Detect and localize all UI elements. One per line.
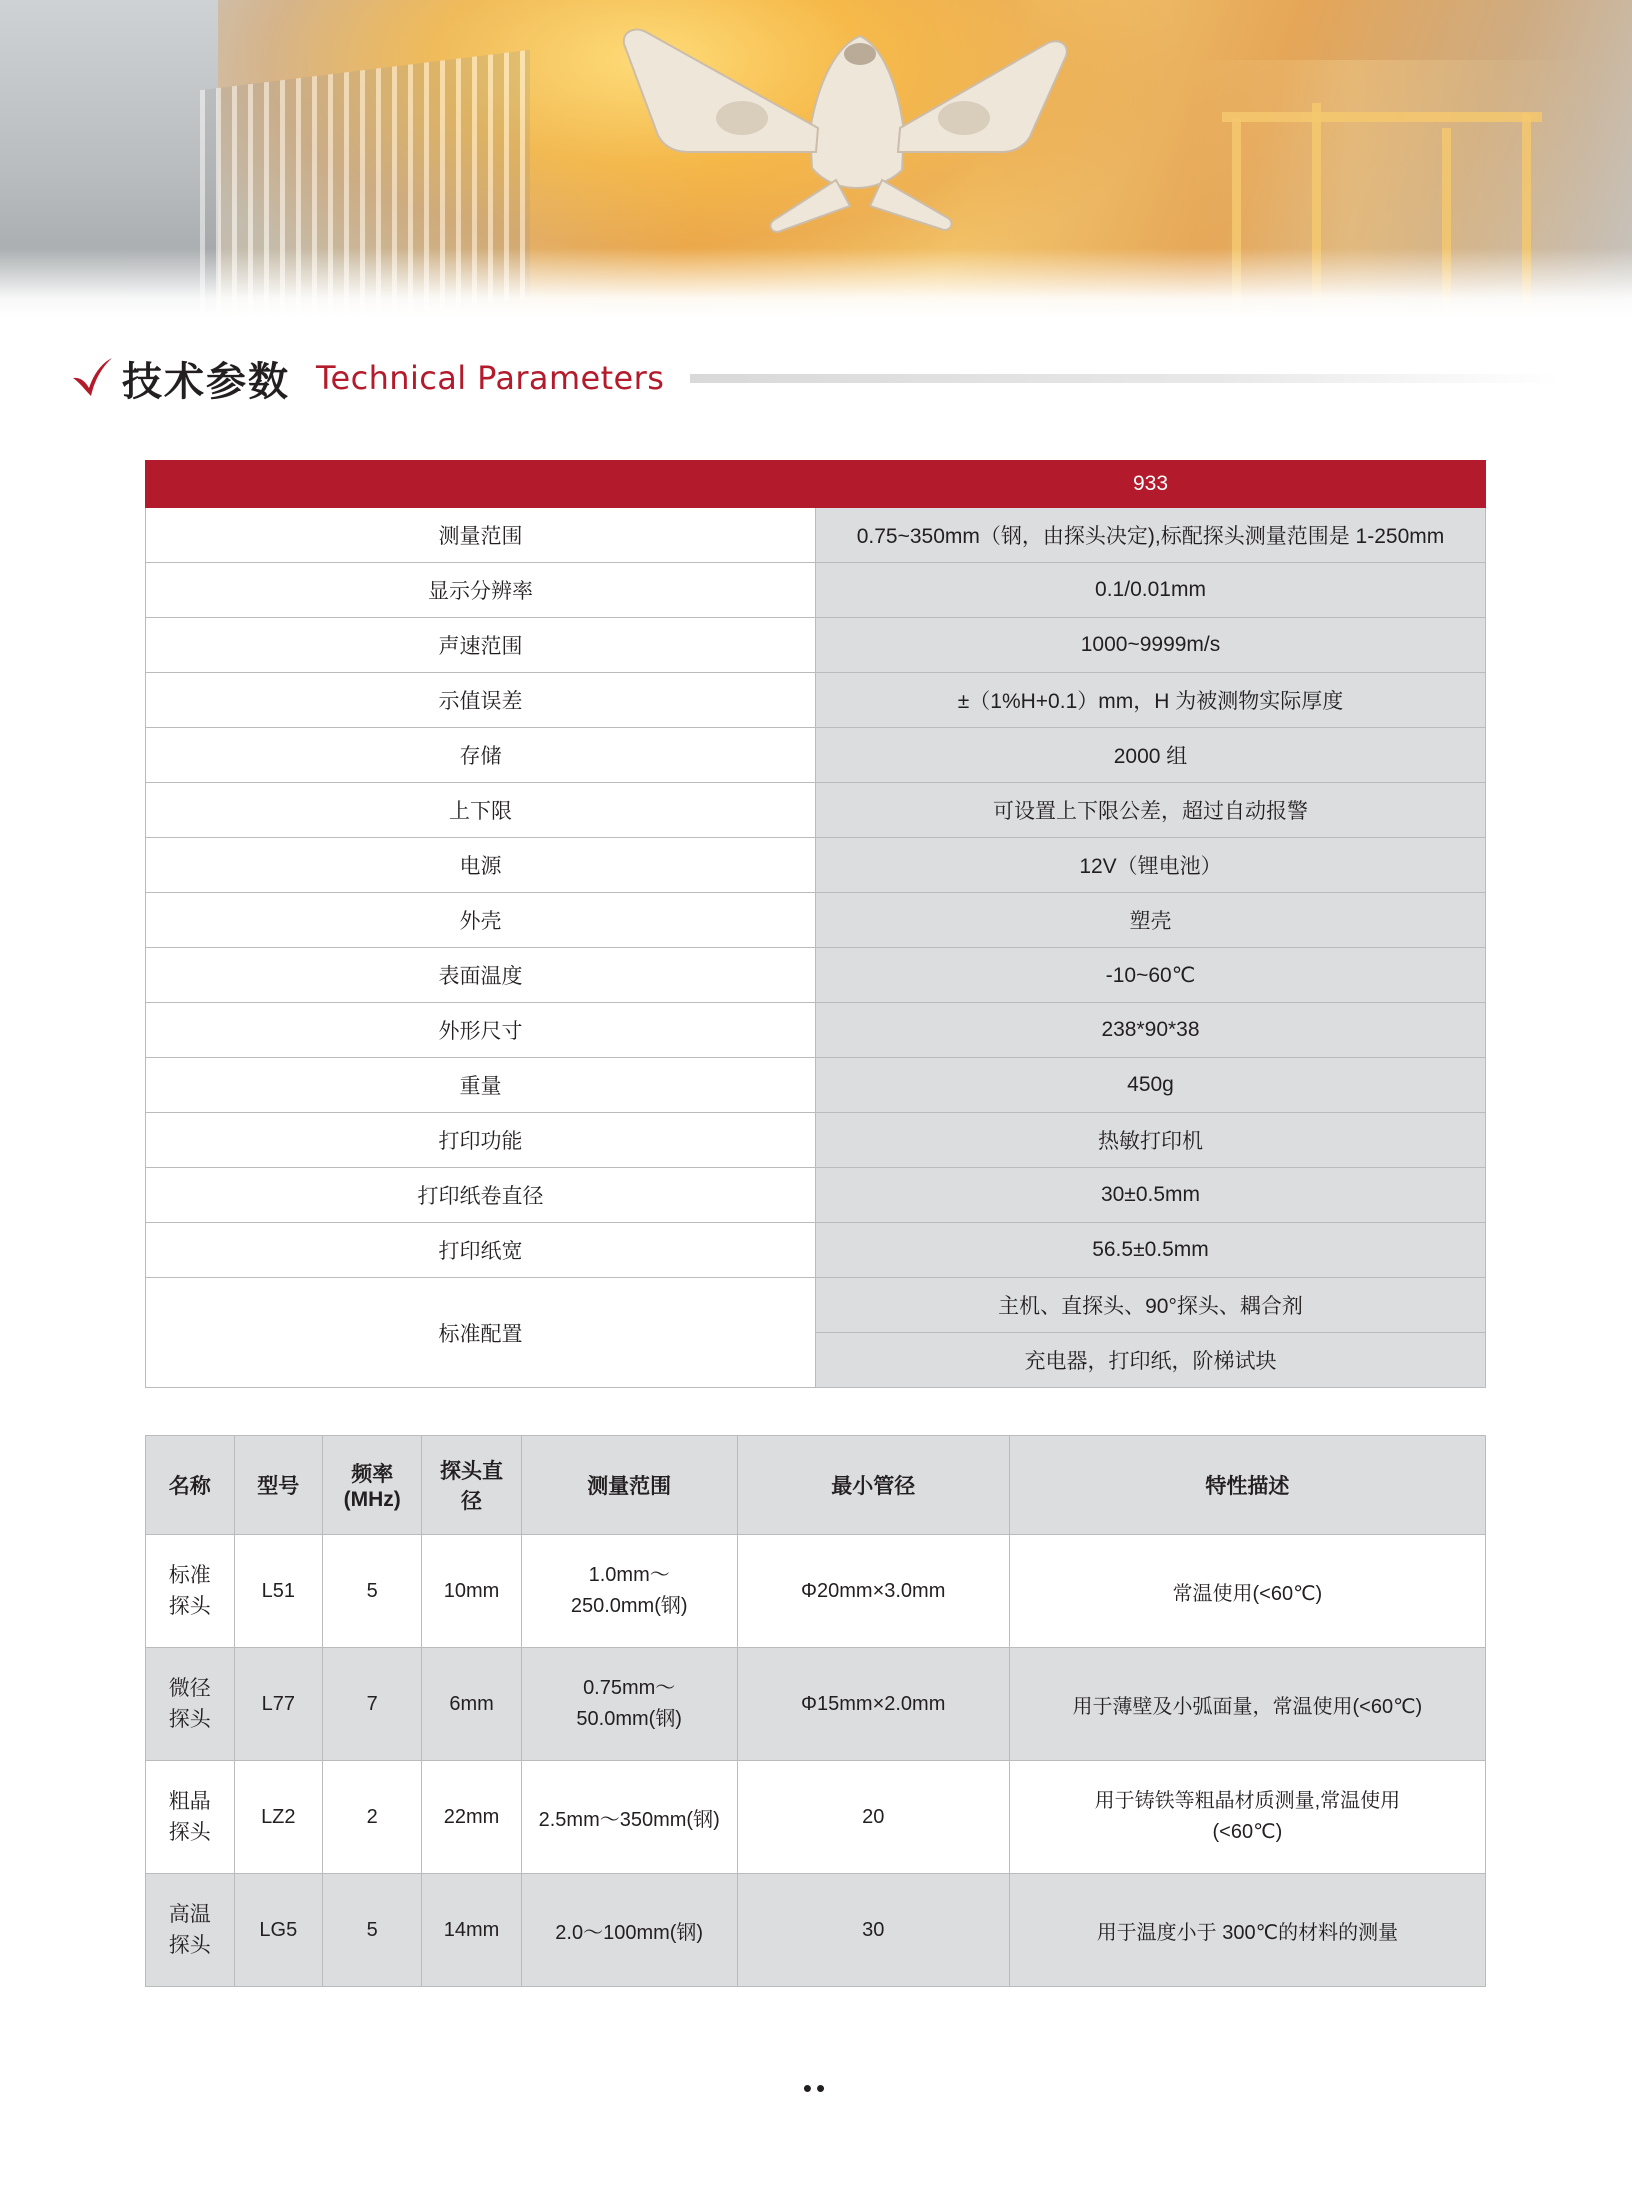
page-footer-dots: •• xyxy=(802,2073,830,2103)
probe-table xyxy=(145,1435,1486,1987)
table-row xyxy=(146,893,1486,948)
table-row xyxy=(146,1761,1486,1874)
probe-name-line1: 高温 xyxy=(168,1902,211,1926)
table-row xyxy=(146,673,1486,728)
probe-min-pipe: 20 xyxy=(737,1761,1009,1874)
probe-header-min-pipe: 最小管径 xyxy=(737,1436,1009,1535)
spec-label: 表面温度 xyxy=(146,948,816,1003)
spec-label: 打印纸宽 xyxy=(146,1223,816,1278)
spec-value: -10~60℃ xyxy=(816,948,1486,1003)
probe-name-line2: 探头 xyxy=(168,1595,211,1618)
banner-artwork xyxy=(0,0,1632,318)
table-row xyxy=(146,728,1486,783)
probe-diameter: 14mm xyxy=(422,1874,521,1987)
spec-value-config-1: 主机、直探头、90°探头、耦合剂 xyxy=(816,1278,1486,1333)
probe-description xyxy=(1009,1535,1485,1648)
spec-value: 30±0.5mm xyxy=(816,1168,1486,1223)
probe-header-range: 测量范围 xyxy=(521,1436,737,1535)
probe-range-line1: 0.75mm～ xyxy=(583,1677,676,1699)
probe-name-line2: 探头 xyxy=(168,1708,211,1731)
probe-frequency: 5 xyxy=(323,1535,422,1648)
probe-description-line1: 常温使用(<60℃) xyxy=(1172,1582,1323,1605)
probe-description-line1: 用于铸铁等粗晶材质测量,常温使用 xyxy=(1094,1790,1401,1812)
spec-value: 0.1/0.01mm xyxy=(816,563,1486,618)
probe-description-line1: 用于温度小于 300℃的材料的测量 xyxy=(1096,1921,1399,1944)
probe-name xyxy=(146,1535,235,1648)
table-row xyxy=(146,948,1486,1003)
table-header-row xyxy=(146,461,1486,508)
table-row-standard-config xyxy=(146,1278,1486,1333)
probe-name xyxy=(146,1648,235,1761)
probe-range xyxy=(521,1535,737,1648)
probe-model: LZ2 xyxy=(234,1761,323,1874)
spec-value: 450g xyxy=(816,1058,1486,1113)
probe-diameter: 10mm xyxy=(422,1535,521,1648)
probe-range-line2: 50.0mm(钢) xyxy=(576,1708,682,1730)
spec-value: 塑壳 xyxy=(816,893,1486,948)
probe-description xyxy=(1009,1874,1485,1987)
section-title-cn: 技术参数 xyxy=(122,359,290,404)
section-title-en: Technical Parameters xyxy=(316,359,665,397)
spec-value: 2000 组 xyxy=(816,728,1486,783)
probe-frequency: 5 xyxy=(323,1874,422,1987)
probe-frequency: 2 xyxy=(323,1761,422,1874)
probe-table-header-row xyxy=(146,1436,1486,1535)
spec-label: 电源 xyxy=(146,838,816,893)
table-row xyxy=(146,783,1486,838)
spec-value-config-2: 充电器，打印纸，阶梯试块 xyxy=(816,1333,1486,1388)
probe-min-pipe: Φ15mm×2.0mm xyxy=(737,1648,1009,1761)
probe-header-name: 名称 xyxy=(146,1436,235,1535)
table-row xyxy=(146,1223,1486,1278)
airplane-illustration xyxy=(560,10,1080,240)
probe-description-line2: (<60℃) xyxy=(1212,1821,1283,1843)
spec-value: 热敏打印机 xyxy=(816,1113,1486,1168)
probe-min-pipe: 30 xyxy=(737,1874,1009,1987)
probe-range-line2: 250.0mm(钢) xyxy=(570,1595,688,1617)
probe-header-frequency-line1: 频率 xyxy=(351,1463,394,1486)
probe-header-diameter-line1: 探头直 xyxy=(440,1460,504,1483)
probe-range: 2.5mm～350mm(钢) xyxy=(521,1761,737,1874)
probe-header-diameter-line2: 径 xyxy=(461,1490,483,1513)
probe-header-model: 型号 xyxy=(234,1436,323,1535)
table-row xyxy=(146,1058,1486,1113)
table-row xyxy=(146,618,1486,673)
title-divider-rule xyxy=(690,374,1562,383)
spec-label: 存储 xyxy=(146,728,816,783)
probe-model: L77 xyxy=(234,1648,323,1761)
probe-range xyxy=(521,1648,737,1761)
spec-value: 12V（锂电池） xyxy=(816,838,1486,893)
banner-bottom-fade xyxy=(0,248,1632,318)
check-icon xyxy=(70,358,114,398)
probe-min-pipe: Φ20mm×3.0mm xyxy=(737,1535,1009,1648)
table-row xyxy=(146,1003,1486,1058)
section-title xyxy=(0,348,1632,408)
table-row xyxy=(146,838,1486,893)
spec-label: 上下限 xyxy=(146,783,816,838)
probe-name xyxy=(146,1761,235,1874)
table-row xyxy=(146,1535,1486,1648)
probe-range: 2.0～100mm(钢) xyxy=(521,1874,737,1987)
probe-description-line1: 用于薄壁及小弧面量，常温使用(<60℃) xyxy=(1072,1695,1423,1718)
probe-frequency: 7 xyxy=(323,1648,422,1761)
spec-value: 56.5±0.5mm xyxy=(816,1223,1486,1278)
spec-label: 外形尺寸 xyxy=(146,1003,816,1058)
probe-header-frequency xyxy=(323,1436,422,1535)
probe-name-line1: 微径 xyxy=(168,1676,211,1700)
page-banner xyxy=(0,0,1632,318)
spec-label: 打印功能 xyxy=(146,1113,816,1168)
probe-diameter: 6mm xyxy=(422,1648,521,1761)
probe-description xyxy=(1009,1761,1485,1874)
probe-name-line1: 粗晶 xyxy=(168,1789,211,1813)
probe-model: LG5 xyxy=(234,1874,323,1987)
probe-name xyxy=(146,1874,235,1987)
table-row xyxy=(146,1113,1486,1168)
spec-value: 0.75~350mm（钢，由探头决定),标配探头测量范围是 1-250mm xyxy=(816,508,1486,563)
spec-label: 显示分辨率 xyxy=(146,563,816,618)
spec-value: ±（1%H+0.1）mm，H 为被测物实际厚度 xyxy=(816,673,1486,728)
table-row xyxy=(146,1168,1486,1223)
spec-label: 外壳 xyxy=(146,893,816,948)
probe-description xyxy=(1009,1648,1485,1761)
probe-name-line2: 探头 xyxy=(168,1934,211,1957)
spec-value: 可设置上下限公差，超过自动报警 xyxy=(816,783,1486,838)
table-row xyxy=(146,1648,1486,1761)
spec-label: 重量 xyxy=(146,1058,816,1113)
probe-header-diameter xyxy=(422,1436,521,1535)
spec-value: 1000~9999m/s xyxy=(816,618,1486,673)
probe-name-line2: 探头 xyxy=(168,1821,211,1844)
probe-model: L51 xyxy=(234,1535,323,1648)
header-blank-cell xyxy=(146,461,816,508)
spec-label: 示值误差 xyxy=(146,673,816,728)
spec-label-standard-config: 标准配置 xyxy=(146,1278,816,1388)
probe-header-description: 特性描述 xyxy=(1009,1436,1485,1535)
table-row xyxy=(146,563,1486,618)
table-row xyxy=(146,1874,1486,1987)
spec-label: 声速范围 xyxy=(146,618,816,673)
probe-header-frequency-line2: (MHz) xyxy=(343,1488,401,1511)
probe-diameter: 22mm xyxy=(422,1761,521,1874)
header-model-cell: 933 xyxy=(816,461,1486,508)
specification-table xyxy=(145,460,1486,1388)
table-row xyxy=(146,508,1486,563)
spec-value: 238*90*38 xyxy=(816,1003,1486,1058)
probe-name-line1: 标准 xyxy=(168,1563,211,1587)
spec-label: 测量范围 xyxy=(146,508,816,563)
spec-label: 打印纸卷直径 xyxy=(146,1168,816,1223)
probe-range-line1: 1.0mm～ xyxy=(588,1564,670,1586)
